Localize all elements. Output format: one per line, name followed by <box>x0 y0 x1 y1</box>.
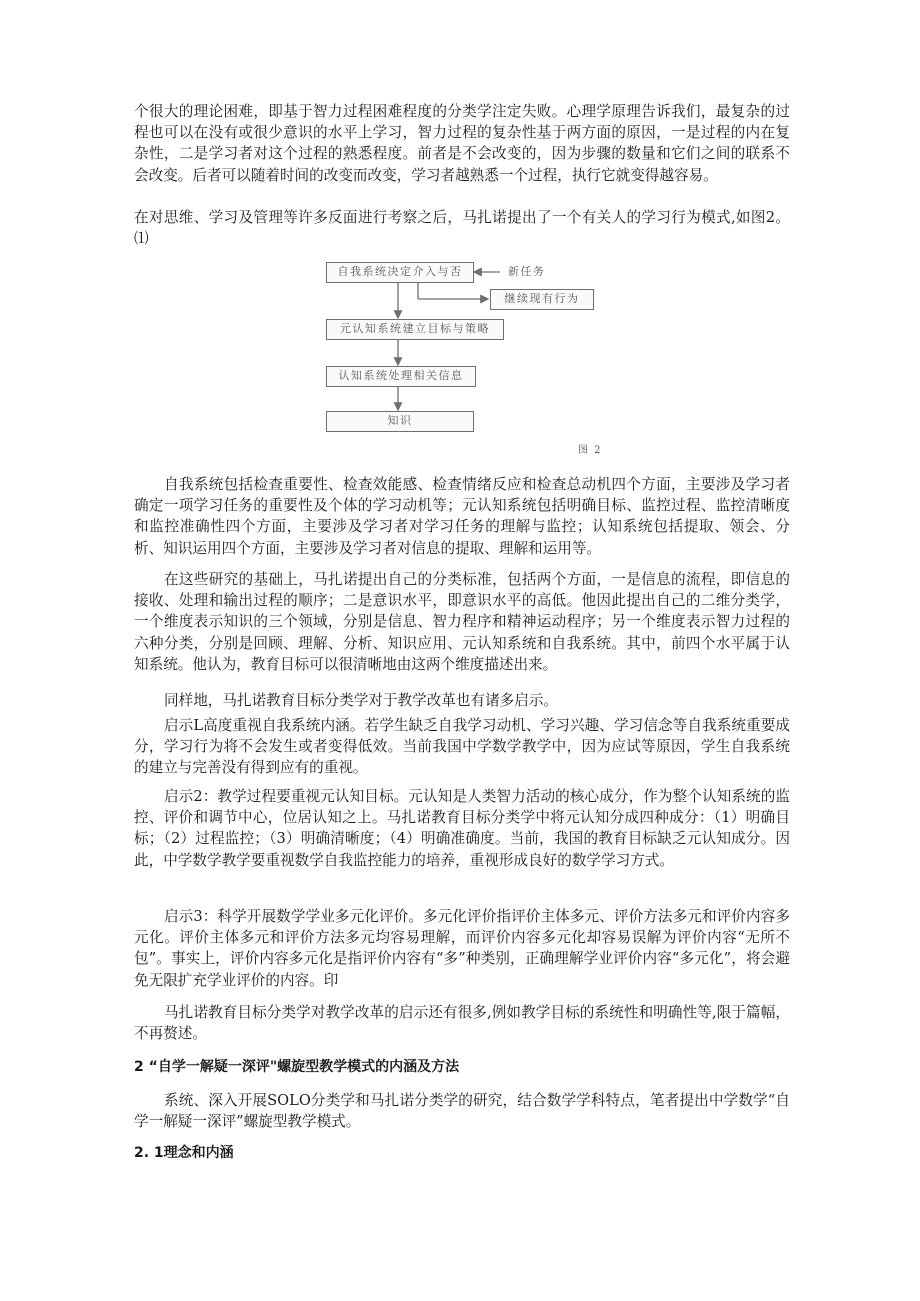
paragraph-inspiration-3: 启示3：科学开展数学学业多元化评价。多元化评价指评价主体多元、评价方法多元和评价内容多元化。评价主体多元和评价方法多元均容易理解，而评价内容多元化却容易误解为评价内容“无所不包”。事实上，评价内容多元化是指评价内容有“多”种类别，正确理解学业评价内容“多元化”，将会避免无限扩充学业评价的内容。印 <box>134 908 790 989</box>
figure-learning-behavior-model <box>318 262 618 456</box>
section-heading-teaching-model: 2 “自学一解疑一深评"螺旋型教学模式的内涵及方法 <box>134 1059 460 1075</box>
paragraph-marzano-model-intro: 在对思维、学习及管理等许多反面进行考察之后，马扎诺提出了一个有关人的学习行为模式,如图2。⑴ <box>134 209 790 248</box>
paragraph-other-inspirations: 马扎诺教育目标分类学对教学改革的启示还有很多,例如教学目标的系统性和明确性等,限于篇幅，不再赘述。 <box>134 1004 790 1043</box>
box-self-system: 自我系统决定介入与否 <box>326 262 474 283</box>
paragraph-teaching-model-proposal: 系统、深入开展SOLO分类学和马扎诺分类学的研究，结合数学学科特点，笔者提出中学数学“自学一解疑一深评”螺旋型教学模式。 <box>134 1092 790 1131</box>
box-cognitive-system: 认知系统处理相关信息 <box>326 366 476 387</box>
paragraph-classification-standard: 在这些研究的基础上，马扎诺提出自己的分类标准，包括两个方面，一是信息的流程，即信息的接收、处理和输出过程的顺序；二是意识水平，即意识水平的高低。他因此提出自己的二维分类学，一个维度表示知识的三个领域，分别是信息、智力程序和精神运动程序；另一个维度表示智力过程的六种分类，分别是回顾、理解、分析、知识应用、元认知系统和自我系统。其中，前四个水平属于认知系统。他认为，教育目标可以很清晰地由这两个维度描述出来。 <box>134 571 790 673</box>
paragraph-inspiration-1: 启示L高度重视自我系统内涵。若学生缺乏自我学习动机、学习兴趣、学习信念等自我系统重要成分，学习行为将不会发生或者变得低效。当前我国中学数学教学中，因为应试等原因，学生自我系统的建立与完善没有得到应有的重视。 <box>134 717 790 777</box>
box-continue-behavior: 继续现有行为 <box>490 289 594 310</box>
label-new-task: 新任务 <box>508 265 546 278</box>
paragraph-inspiration-intro: 同样地，马扎诺教育目标分类学对于教学改革也有诸多启示。 <box>164 692 559 709</box>
box-metacognitive-system: 元认知系统建立目标与策略 <box>326 319 504 340</box>
figure-caption: 图 2 <box>578 445 603 456</box>
paragraph-system-components: 自我系统包括检查重要性、检查效能感、检查情绪反应和检查总动机四个方面，主要涉及学习者确定一项学习任务的重要性及个体的学习动机等；元认知系统包括明确目标、监控过程、监控清晰度和监控准确性四个方面，主要涉及学习者对学习任务的理解与监控；认知系统包括提取、领会、分析、知识运用四个方面，主要涉及学习者对信息的提取、理解和运用等。 <box>134 476 790 557</box>
subsection-heading-concept: 2. 1理念和内涵 <box>134 1145 234 1161</box>
paragraph-theory-difficulty: 个很大的理论困难，即基于智力过程困难程度的分类学注定失败。心理学原理告诉我们，最复杂的过程也可以在没有或很少意识的水平上学习，智力过程的复杂性基于两方面的原因，一是过程的内在复杂性，二是学习者对这个过程的熟悉程度。前者是不会改变的，因为步骤的数量和它们之间的联系不会改变。后者可以随着时间的改变而改变，学习者越熟悉一个过程，执行它就变得越容易。 <box>134 103 790 184</box>
box-knowledge: 知识 <box>326 411 474 432</box>
paragraph-inspiration-2: 启示2：教学过程要重视元认知目标。元认知是人类智力活动的核心成分，作为整个认知系统的监控、评价和调节中心，位居认知之上。马扎诺教育目标分类学中将元认知分成四种成分：（1）明确目标；（2）过程监控；（3）明确清晰度；（4）明确准确度。当前，我国的教育目标缺乏元认知成分。因此，中学数学教学要重视数学自我监控能力的培养，重视形成良好的数学学习方式。 <box>134 788 790 869</box>
